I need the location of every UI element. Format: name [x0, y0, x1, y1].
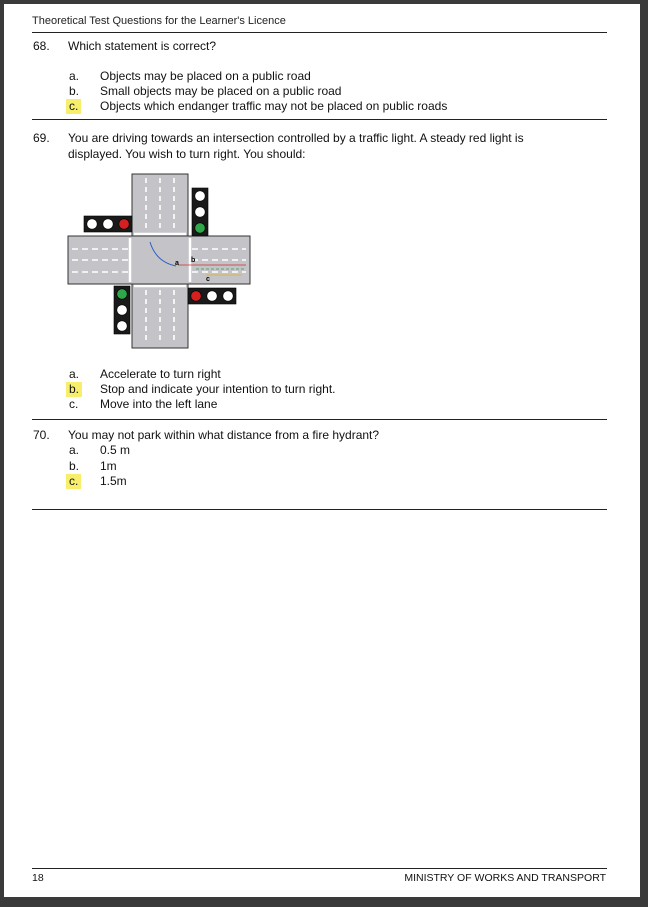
question-69-text-line-1: You are driving towards an intersection controlled by a traffic light. A steady red light is — [68, 131, 524, 145]
question-70-option-c-letter-highlighted: c. — [66, 474, 81, 489]
question-68-number: 68. — [33, 39, 50, 53]
question-69-text — [68, 131, 588, 162]
question-68-text: Which statement is correct? — [68, 39, 217, 53]
footer-ministry-name: MINISTRY OF WORKS AND TRANSPORT — [404, 872, 606, 884]
question-68-option-c-letter-highlighted: c. — [66, 99, 81, 114]
diagram-label-c: c — [206, 276, 210, 283]
question-68-option-a-text: Objects may be placed on a public road — [100, 69, 311, 83]
traffic-light-bottom-left-icon — [114, 286, 130, 334]
question-70-option-b-letter: b. — [69, 459, 80, 473]
header-rule — [32, 32, 607, 33]
page-number: 18 — [32, 872, 44, 884]
traffic-light-top-left-icon — [84, 216, 132, 232]
question-70-option-a-letter: a. — [69, 443, 80, 457]
diagram-label-b: b — [191, 257, 196, 264]
question-68-option-c-text: Objects which endanger traffic may not be placed on public roads — [100, 99, 448, 113]
question-68-option-b-letter: b. — [69, 84, 80, 98]
question-70-option-a-text: 0.5 m — [100, 443, 131, 457]
question-69-option-c-text: Move into the left lane — [100, 397, 218, 411]
question-69-option-a-text: Accelerate to turn right — [100, 367, 221, 381]
question-70-text: You may not park within what distance from a fire hydrant? — [68, 428, 380, 442]
question-68-option-a-letter: a. — [69, 69, 80, 83]
question-69-number: 69. — [33, 131, 50, 145]
question-divider — [32, 119, 607, 120]
question-69-option-c-letter: c. — [69, 397, 79, 411]
question-68-option-b-text: Small objects may be placed on a public road — [100, 84, 342, 98]
document-page — [4, 4, 640, 897]
footer-rule — [32, 868, 607, 869]
question-70-number: 70. — [33, 428, 50, 442]
question-70-option-b-text: 1m — [100, 459, 117, 473]
question-69-text-line-2: displayed. You wish to turn right. You should: — [68, 146, 306, 161]
question-70-option-c-text: 1.5m — [100, 474, 127, 488]
question-69-option-b-letter-highlighted: b. — [66, 382, 82, 397]
question-69-option-a-letter: a. — [69, 367, 80, 381]
intersection-diagram — [66, 172, 256, 350]
traffic-light-bottom-right-icon — [188, 288, 236, 304]
question-69-option-b-text: Stop and indicate your intention to turn right. — [100, 382, 336, 396]
document-header-title: Theoretical Test Questions for the Learner's Licence — [32, 15, 286, 27]
question-divider — [32, 509, 607, 510]
diagram-label-a: a — [175, 260, 179, 267]
traffic-light-top-right-icon — [192, 188, 208, 236]
question-divider — [32, 419, 607, 420]
